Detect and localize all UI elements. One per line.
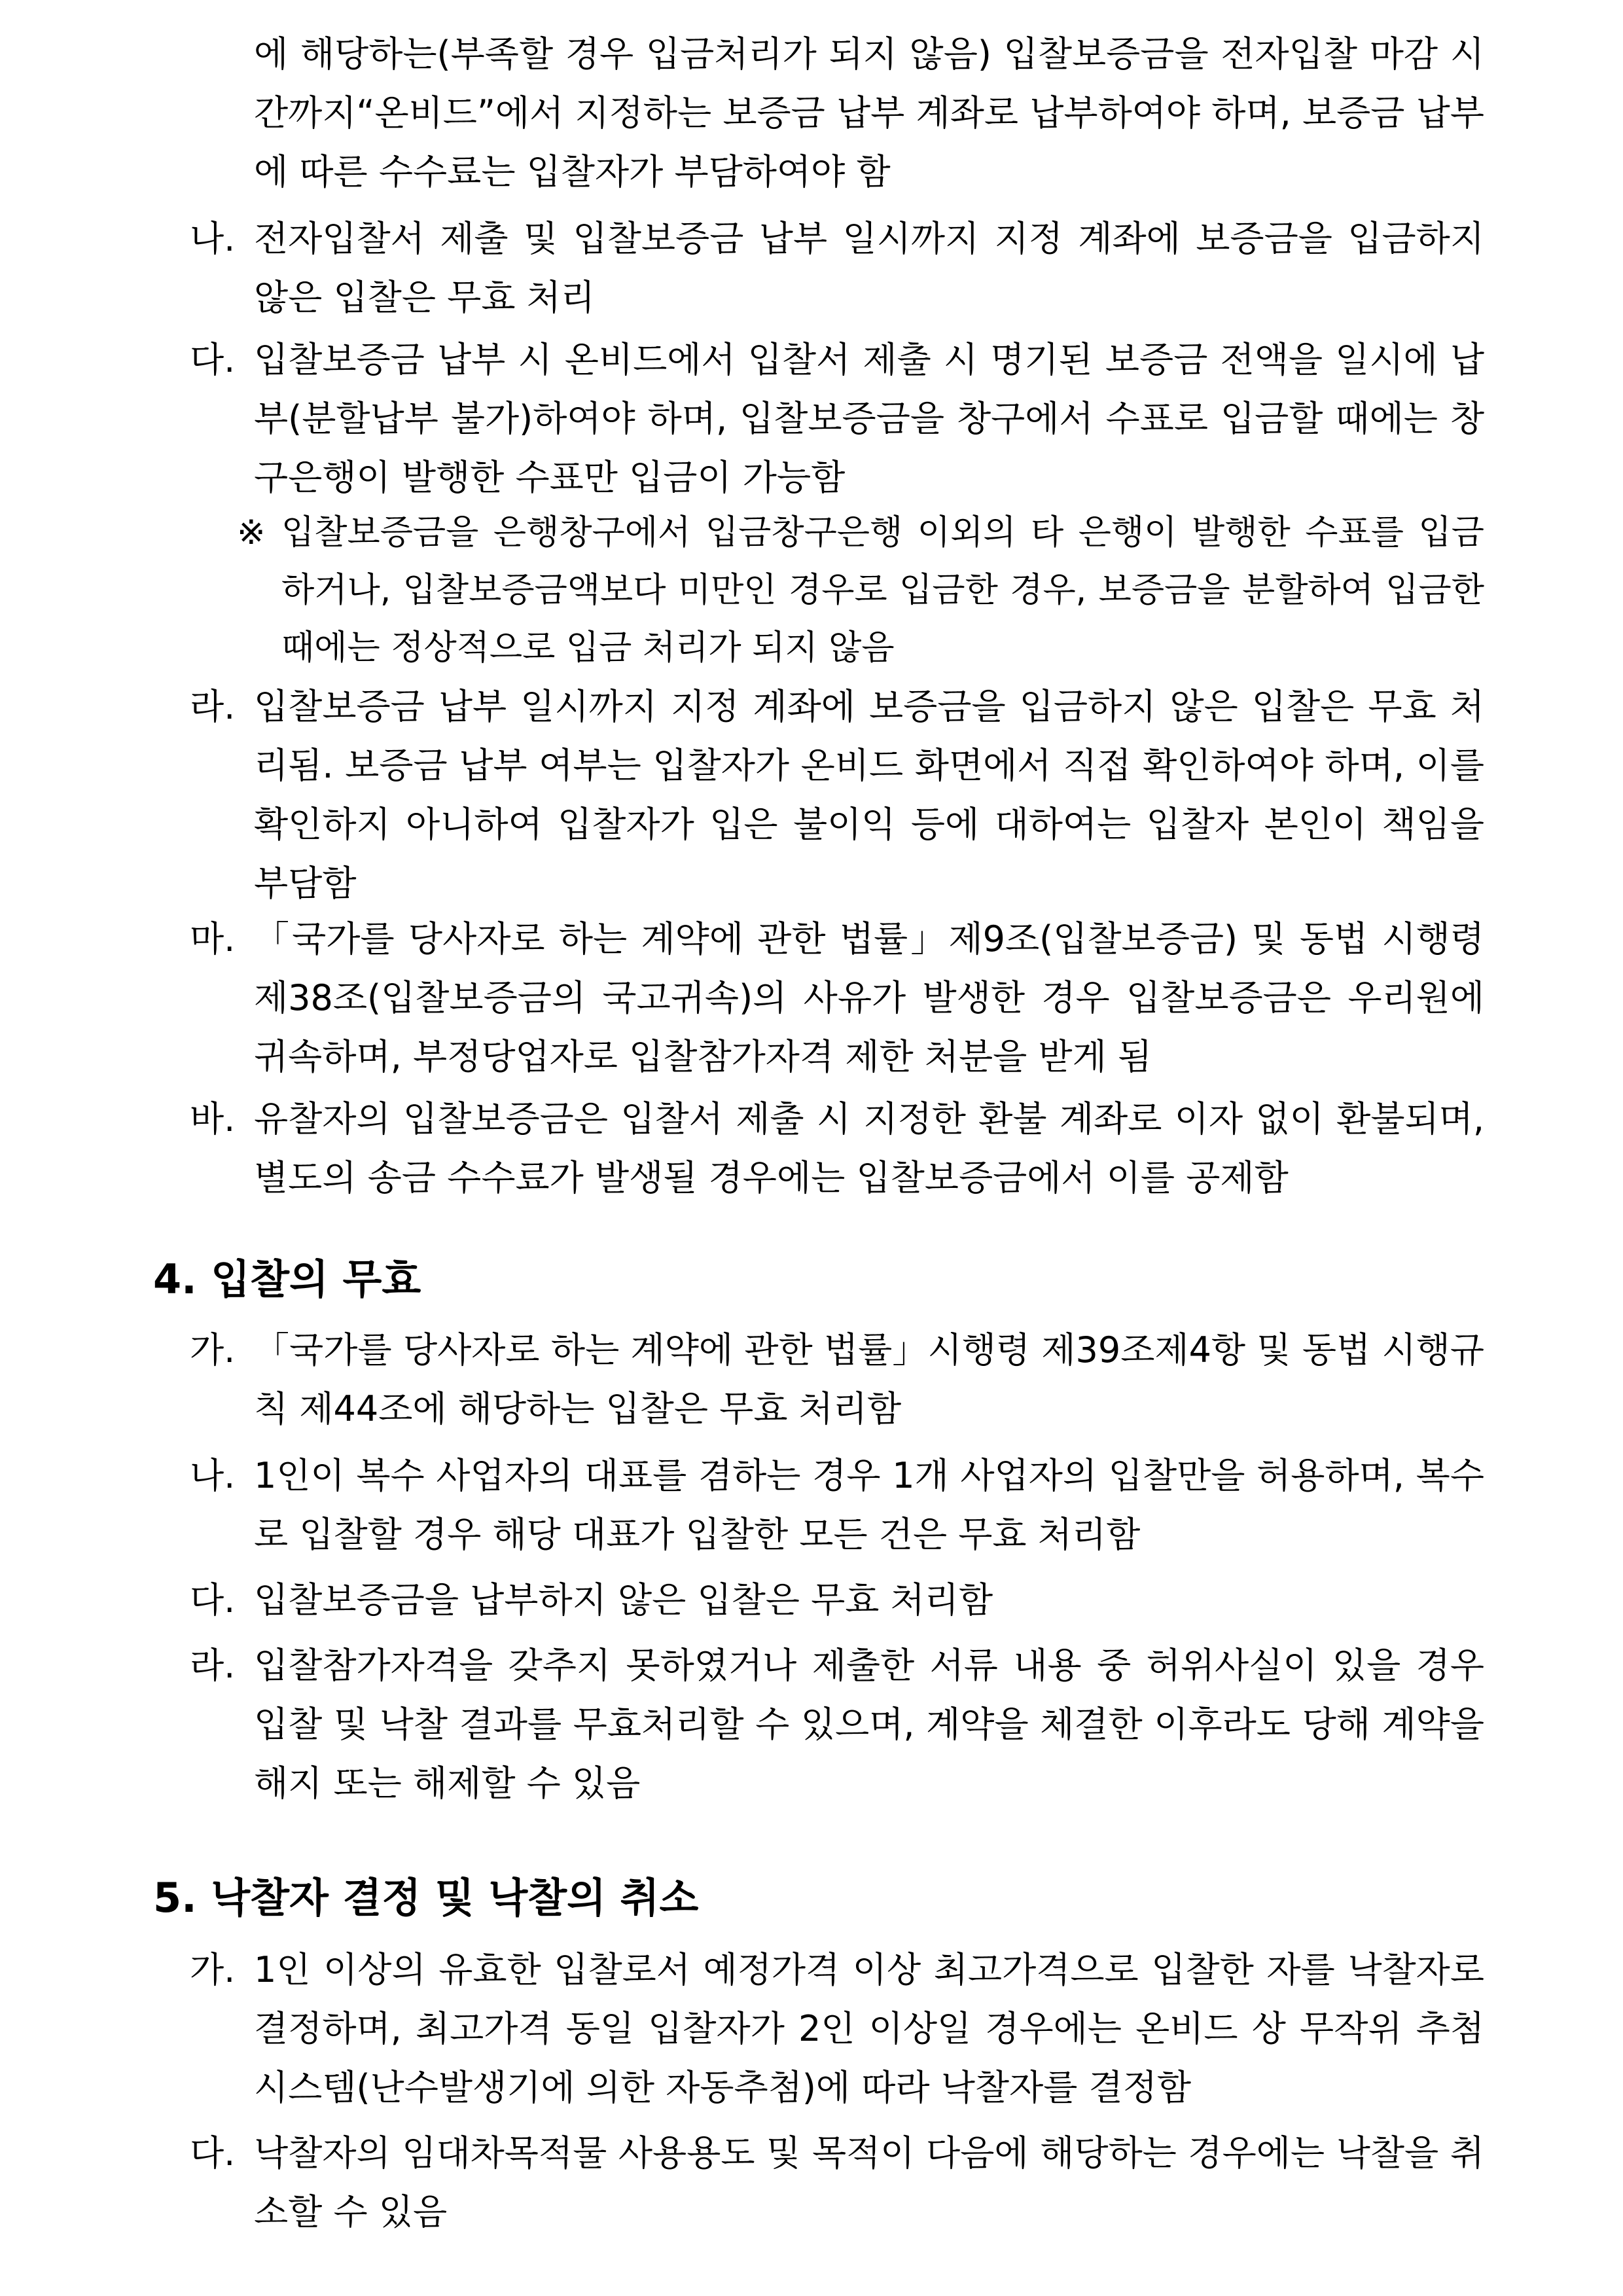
item-marker: 가. [190,1949,236,1990]
item-marker: 나. [190,218,236,259]
item-marker: 다. [190,2132,236,2174]
section-heading-invalid-bid: 4. 입찰의 무효 [153,1255,421,1303]
item-marker: 라. [190,1645,236,1686]
item-text: 「국가를 당사자로 하는 계약에 관한 법률」제9조(입찰보증금) 및 동법 시행령 제38조(입찰보증금의 국고귀속)의 사유가 발생한 경우 입찰보증금은 우리원에 귀속하며, 부정당업자로 입찰참가자격 제한 처분을 받게 됨 [254,918,1484,1077]
item-text: 낙찰자의 임대차목적물 사용용도 및 목적이 다음에 해당하는 경우에는 낙찰을 취소할 수 있음 [254,2132,1484,2233]
item-text: 1인 이상의 유효한 입찰로서 예정가격 이상 최고가격으로 입찰한 자를 낙찰자로 결정하며, 최고가격 동일 입찰자가 2인 이상일 경우에는 온비드 상 무작위 추첨시스템(난수발생기에 의한 자동추첨)에 따라 낙찰자를 결정함 [254,1949,1484,2108]
item-marker: 바. [190,1098,236,1139]
item-marker: 다. [190,339,236,380]
item-text: 전자입찰서 제출 및 입찰보증금 납부 일시까지 지정 계좌에 보증금을 입금하지 않은 입찰은 무효 처리 [254,218,1484,318]
item-text: 입찰참가자격을 갖추지 못하였거나 제출한 서류 내용 중 허위사실이 있을 경우 입찰 및 낙찰 결과를 무효처리할 수 있으며, 계약을 체결한 이후라도 당해 계약을 해지 또는 해제할 수 있음 [254,1645,1484,1804]
item-text: 입찰보증금 납부 시 온비드에서 입찰서 제출 시 명기된 보증금 전액을 일시에 납부(분할납부 불가)하여야 하며, 입찰보증금을 창구에서 수표로 입금할 때에는 창구은행이 발행한 수표만 입금이 가능함 [254,339,1484,498]
item-text: 입찰보증금 납부 일시까지 지정 계좌에 보증금을 입금하지 않은 입찰은 무효 처리됨. 보증금 납부 여부는 입찰자가 온비드 화면에서 직접 확인하여야 하며, 이를 확인하지 아니하여 입찰자가 입은 불이익 등에 대하여는 입찰자 본인이 책임을 부담함 [254,686,1484,904]
item-text: 유찰자의 입찰보증금은 입찰서 제출 시 지정한 환불 계좌로 이자 없이 환불되며, 별도의 송금 수수료가 발생될 경우에는 입찰보증금에서 이를 공제함 [254,1098,1484,1198]
item-marker: 라. [190,686,236,727]
item-text: 「국가를 당사자로 하는 계약에 관한 법률」시행령 제39조제4항 및 동법 시행규칙 제44조에 해당하는 입찰은 무효 처리함 [254,1329,1484,1429]
note-text: 입찰보증금을 은행창구에서 입금창구은행 이외의 타 은행이 발행한 수표를 입금하거나, 입찰보증금액보다 미만인 경우로 입금한 경우, 보증금을 분할하여 입금한 때에는 정상적으로 입금 처리가 되지 않음 [281,513,1484,668]
item-marker: 마. [190,918,236,960]
item-text: 1인이 복수 사업자의 대표를 겸하는 경우 1개 사업자의 입찰만을 허용하며, 복수로 입찰할 경우 해당 대표가 입찰한 모든 건은 무효 처리함 [254,1455,1484,1555]
item-text: 입찰보증금을 납부하지 않은 입찰은 무효 처리함 [254,1579,993,1621]
section-heading-award: 5. 낙찰자 결정 및 낙찰의 취소 [153,1874,699,1922]
item-marker: 나. [190,1455,236,1496]
item-marker: 가. [190,1329,236,1371]
item-marker: 다. [190,1579,236,1621]
item-text: 에 해당하는(부족할 경우 입금처리가 되지 않음) 입찰보증금을 전자입찰 마감 시간까지“온비드”에서 지정하는 보증금 납부 계좌로 납부하여야 하며, 보증금 납부에 따른 수수료는 입찰자가 부담하여야 함 [254,33,1484,192]
note-marker: ※ [237,513,266,552]
